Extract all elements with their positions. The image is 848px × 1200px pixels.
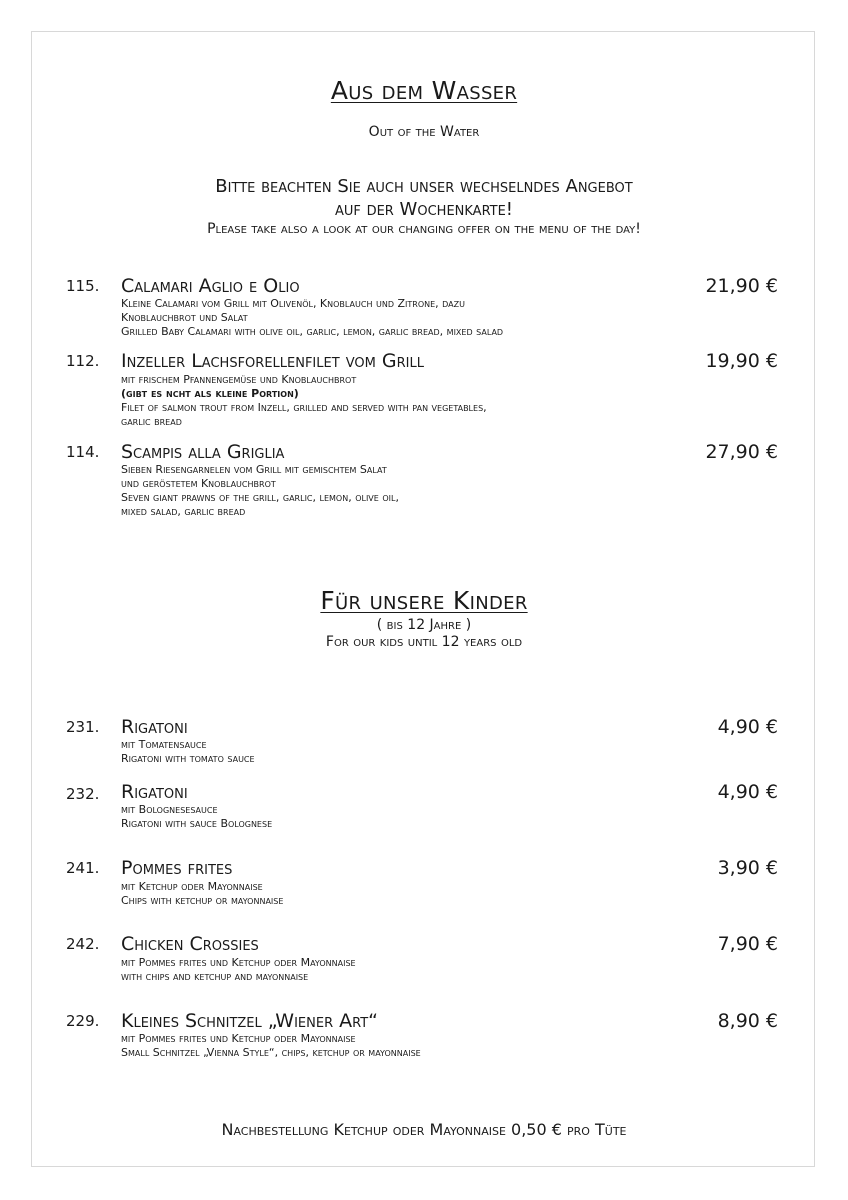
notice-line-1: Bitte beachten Sie auch unser wechselndes Angebot xyxy=(215,176,633,197)
item-price: 4,90 € xyxy=(717,781,778,803)
footer-note: Nachbestellung Ketchup oder Mayonnaise 0,50 € pro Tüte xyxy=(221,1120,627,1139)
item-title: Calamari Aglio e Olio xyxy=(121,275,300,297)
description-line: Rigatoni with sauce Bolognese xyxy=(121,817,273,830)
item-description xyxy=(121,880,681,908)
item-description xyxy=(121,738,681,766)
item-title: Scampis alla Griglia xyxy=(121,441,285,463)
item-description xyxy=(121,956,681,984)
section-subtitle-kids-en: For our kids until 12 years old xyxy=(325,634,523,650)
item-number: 241. xyxy=(66,859,100,877)
item-price: 21,90 € xyxy=(705,275,778,297)
description-line: und geröstetem Knoblauchbrot xyxy=(121,477,276,490)
item-price: 27,90 € xyxy=(705,441,778,463)
item-title: Chicken Crossies xyxy=(121,933,259,955)
item-price: 19,90 € xyxy=(705,350,778,372)
description-line: mit Pommes frites und Ketchup oder Mayonnaise xyxy=(121,1032,356,1045)
description-line: Rigatoni with tomato sauce xyxy=(121,752,255,765)
section-title-kids: Für unsere Kinder xyxy=(320,586,528,615)
item-number: 114. xyxy=(66,443,100,461)
item-description xyxy=(121,373,681,429)
item-description xyxy=(121,803,681,831)
description-line: mit frischem Pfannengemüse und Knoblauchbrot xyxy=(121,373,357,386)
item-number: 115. xyxy=(66,277,100,295)
description-line: mit Ketchup oder Mayonnaise xyxy=(121,880,263,893)
item-title: Inzeller Lachsforellenfilet vom Grill xyxy=(121,350,424,372)
section-subtitle-water: Out of the Water xyxy=(368,124,480,140)
section-title-water: Aus dem Wasser xyxy=(330,76,518,105)
description-line: mixed salad, garlic bread xyxy=(121,505,246,518)
notice-english: Please take also a look at our changing offer on the menu of the day! xyxy=(207,221,641,237)
description-line: Grilled Baby Calamari with olive oil, garlic, lemon, garlic bread, mixed salad xyxy=(121,325,504,338)
description-line: Small Schnitzel „Vienna Style“, chips, ketchup or mayonnaise xyxy=(121,1046,421,1059)
item-title: Rigatoni xyxy=(121,781,188,803)
item-description xyxy=(121,463,681,519)
description-note: (gibt es ncht als kleine Portion) xyxy=(121,387,299,400)
section-subtitle-kids-de: ( bis 12 Jahre ) xyxy=(376,617,472,633)
item-number: 242. xyxy=(66,935,100,953)
description-line: Kleine Calamari vom Grill mit Olivenöl, Knoblauch und Zitrone, dazu xyxy=(121,297,465,310)
description-line: mit Pommes frites und Ketchup oder Mayonnaise xyxy=(121,956,356,969)
item-title: Pommes frites xyxy=(121,857,233,879)
description-line: Filet of salmon trout from Inzell, grilled and served with pan vegetables, xyxy=(121,401,487,414)
item-description xyxy=(121,297,681,339)
item-number: 232. xyxy=(66,785,100,803)
item-number: 229. xyxy=(66,1012,100,1030)
description-line: mit Bolognesesauce xyxy=(121,803,218,816)
item-title: Rigatoni xyxy=(121,716,188,738)
item-price: 7,90 € xyxy=(717,933,778,955)
description-line: Knoblauchbrot und Salat xyxy=(121,311,248,324)
item-number: 231. xyxy=(66,718,100,736)
description-line: mit Tomatensauce xyxy=(121,738,207,751)
notice-line-2: auf der Wochenkarte! xyxy=(334,199,514,220)
description-line: Chips with ketchup or mayonnaise xyxy=(121,894,284,907)
item-price: 8,90 € xyxy=(717,1010,778,1032)
item-price: 4,90 € xyxy=(717,716,778,738)
description-line: garlic bread xyxy=(121,415,182,428)
item-price: 3,90 € xyxy=(717,857,778,879)
item-number: 112. xyxy=(66,352,100,370)
description-line: Sieben Riesengarnelen vom Grill mit gemischtem Salat xyxy=(121,463,387,476)
description-line: with chips and ketchup and mayonnaise xyxy=(121,970,309,983)
description-line: Seven giant prawns of the grill, garlic, lemon, olive oil, xyxy=(121,491,399,504)
item-description xyxy=(121,1032,681,1060)
item-title: Kleines Schnitzel „Wiener Art“ xyxy=(121,1010,379,1032)
